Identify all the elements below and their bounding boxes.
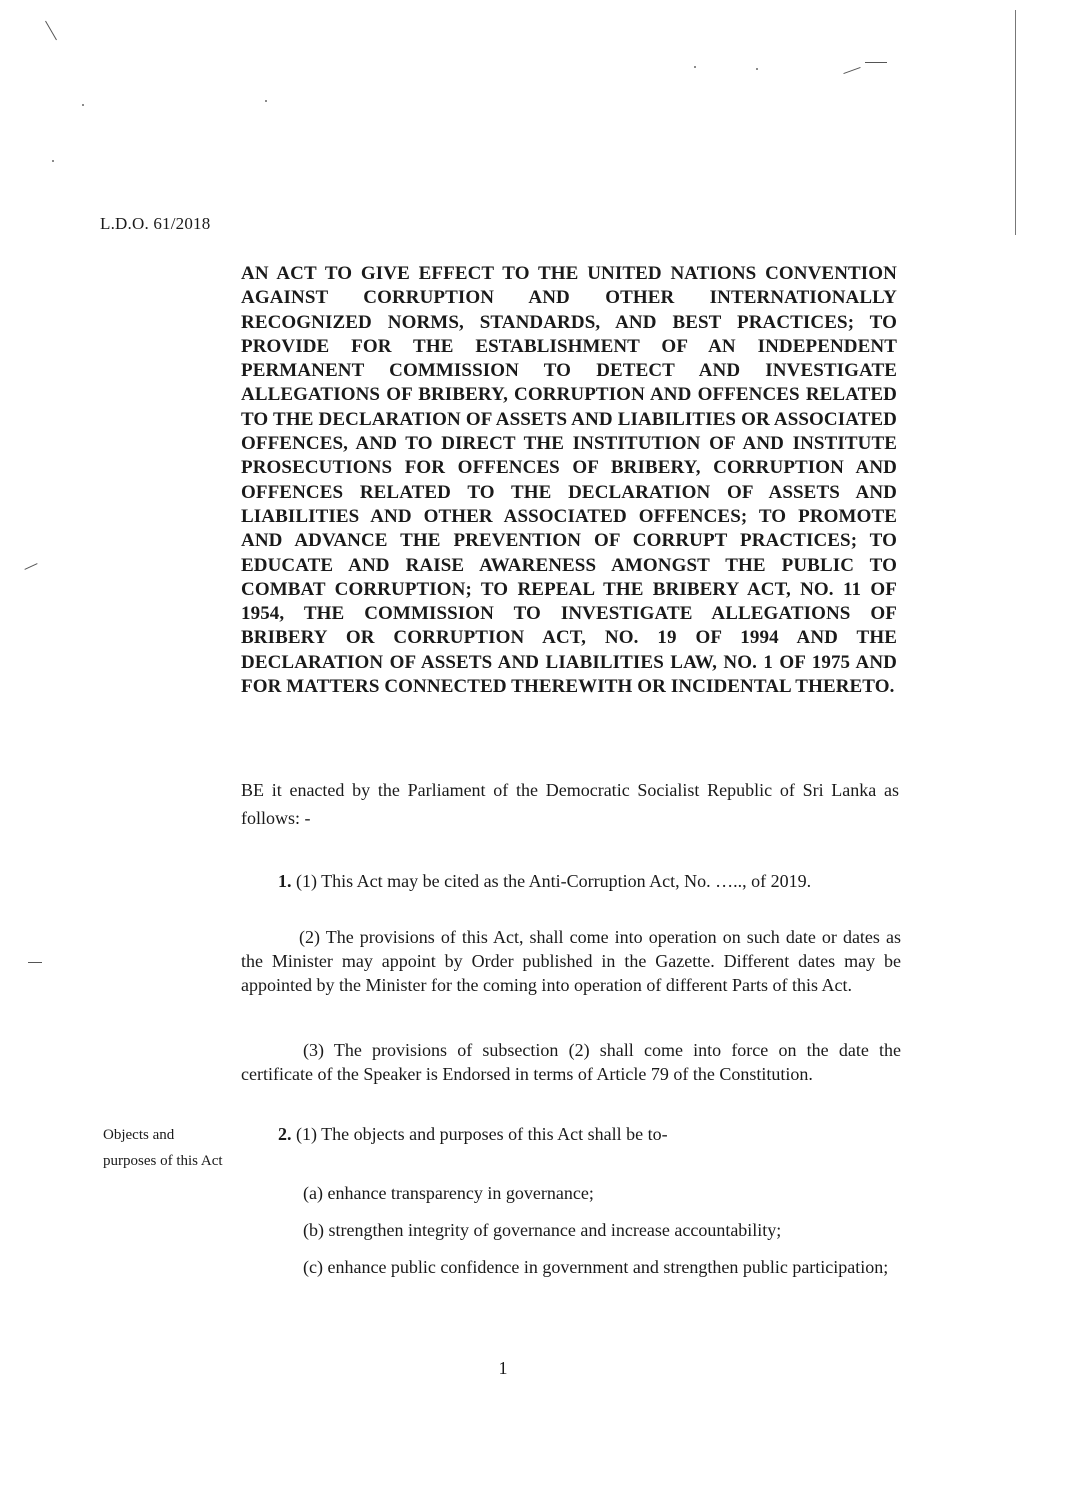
scan-mark: [24, 563, 37, 570]
scan-mark: [45, 21, 57, 41]
marginal-note: Objects and purposes of this Act: [103, 1127, 223, 1169]
document-reference: L.D.O. 61/2018: [100, 214, 211, 233]
section-number: 2.: [278, 1124, 292, 1144]
scan-edge-line: [1015, 10, 1016, 235]
section-number: 1.: [278, 871, 292, 891]
section-text: (1) This Act may be cited as the Anti-Corruption Act, No. ….., of 2019.: [296, 871, 812, 891]
scan-speck: [756, 68, 758, 70]
scan-mark: [843, 67, 860, 74]
scan-mark: [28, 962, 42, 963]
scan-speck: [265, 100, 267, 102]
scan-speck: [52, 160, 54, 162]
section-2-subsection-1: [241, 1122, 901, 1146]
scan-speck: [82, 104, 84, 106]
section-1-subsection-3: (3) The provisions of subsection (2) shall come into force on the date the certificate of the Speaker is Endorsed in terms of Article 79 of the Constitution.: [241, 1040, 901, 1084]
section-1-subsection-2: (2) The provisions of this Act, shall come into operation on such date or dates as the Minister may appoint by Order published in the Gazette. Different dates may be appointed by the Minister for the coming into operation of different Parts of this Act.: [241, 927, 901, 995]
section-1-subsection-1: [241, 869, 901, 893]
scan-speck: [694, 66, 696, 68]
page-number: 1: [498, 1358, 508, 1378]
scan-mark: [865, 62, 887, 63]
act-long-title: AN ACT TO GIVE EFFECT TO THE UNITED NATIONS CONVENTION AGAINST CORRUPTION AND OTHER INTERNATIONALLY RECOGNIZED NORMS, STANDARDS, AND BEST PRACTICES; TO PROVIDE FOR THE ESTABLISHMENT OF AN INDEPENDENT PERMANENT COMMISSION TO DETECT AND INVESTIGATE ALLEGATIONS OF BRIBERY, CORRUPTION AND OFFENCES RELATED TO THE DECLARATION OF ASSETS AND LIABILITIES OR ASSOCIATED OFFENCES, AND TO DIRECT THE INSTITUTION OF AND INSTITUTE PROSECUTIONS FOR OFFENCES OF BRIBERY, CORRUPTION AND OFFENCES RELATED TO THE DECLARATION OF ASSETS AND LIABILITIES AND OTHER ASSOCIATED OFFENCES; TO PROMOTE AND ADVANCE THE PREVENTION OF CORRUPT PRACTICES; TO EDUCATE AND RAISE AWARENESS AMONGST THE PUBLIC TO COMBAT CORRUPTION; TO REPEAL THE BRIBERY ACT, NO. 11 OF 1954, THE COMMISSION TO INVESTIGATE ALLEGATIONS OF BRIBERY OR CORRUPTION ACT, NO. 19 OF 1994 AND THE DECLARATION OF ASSETS AND LIABILITIES LAW, NO. 1 OF 1975 AND FOR MATTERS CONNECTED THEREWITH OR INCIDENTAL THERETO.: [241, 263, 897, 698]
list-item-a: (a) enhance transparency in governance;: [303, 1183, 594, 1203]
section-text: (1) The objects and purposes of this Act shall be to-: [296, 1124, 668, 1144]
enacting-clause: BE it enacted by the Parliament of the Democratic Socialist Republic of Sri Lanka as follows: -: [241, 780, 899, 828]
list-item-b: (b) strengthen integrity of governance and increase accountability;: [303, 1220, 782, 1240]
list-item-c: (c) enhance public confidence in government and strengthen public participation;: [303, 1257, 889, 1277]
